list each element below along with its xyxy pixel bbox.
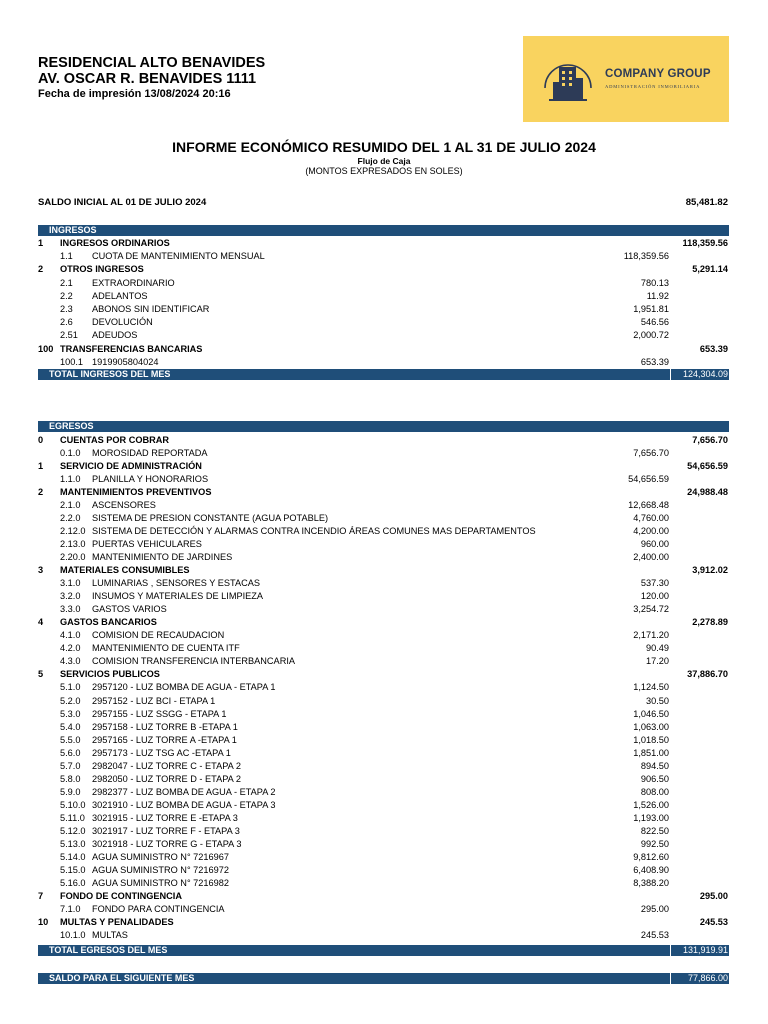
- category-row: [0, 343, 768, 356]
- line-item-name: LUMINARIAS , SENSORES Y ESTACAS: [92, 578, 260, 589]
- category-total: 2,278.89: [692, 617, 728, 628]
- line-item-name: 2957165 - LUZ TORRE A -ETAPA 1: [92, 734, 237, 745]
- category-row: [0, 434, 768, 447]
- line-item-code: 5.7.0: [60, 760, 81, 771]
- line-item-code: 5.1.0: [60, 682, 81, 693]
- line-item-amount: 2,400.00: [633, 551, 669, 562]
- line-item-row: [0, 903, 768, 916]
- line-item-code: 2.1.0: [60, 499, 81, 510]
- line-item-row: [0, 590, 768, 603]
- building-address: AV. OSCAR R. BENAVIDES 1111: [38, 71, 257, 87]
- line-item-row: [0, 642, 768, 655]
- line-item-row: [0, 303, 768, 316]
- line-item-amount: 54,656.59: [628, 473, 669, 484]
- line-item-amount: 2,000.72: [633, 330, 669, 341]
- line-item-amount: 2,171.20: [633, 630, 669, 641]
- line-item-amount: 653.39: [640, 356, 669, 367]
- line-item-row: [0, 760, 768, 773]
- category-name: MULTAS Y PENALIDADES: [60, 917, 174, 928]
- line-item-name: AGUA SUMINISTRO N° 7216967: [92, 852, 229, 863]
- line-item-code: 5.5.0: [60, 734, 81, 745]
- line-item-name: 2957173 - LUZ TSG AC -ETAPA 1: [92, 747, 231, 758]
- line-item-name: 3021910 - LUZ BOMBA DE AGUA - ETAPA 3: [92, 799, 276, 810]
- building-logo-icon: [539, 54, 597, 106]
- line-item-amount: 295.00: [640, 904, 669, 915]
- line-item-name: FONDO PARA CONTINGENCIA: [92, 904, 225, 915]
- line-item-row: [0, 473, 768, 486]
- line-item-code: 100.1: [60, 356, 83, 367]
- line-item-name: SISTEMA DE DETECCIÓN Y ALARMAS CONTRA INCENDIO ÁREAS COMUNES MAS DEPARTAMENTOS: [92, 525, 536, 536]
- line-item-row: [0, 721, 768, 734]
- line-item-code: 2.51: [60, 330, 78, 341]
- line-item-code: 1.1: [60, 251, 73, 262]
- category-name: MANTENIMIENTOS PREVENTIVOS: [60, 486, 212, 497]
- line-item-row: [0, 838, 768, 851]
- logo-company-name: COMPANY GROUP: [605, 68, 711, 80]
- income-header: INGRESOS: [49, 225, 97, 235]
- category-name: SERVICIO DE ADMINISTRACIÓN: [60, 460, 202, 471]
- line-item-row: [0, 929, 768, 942]
- line-item-row: [0, 708, 768, 721]
- category-row: [0, 890, 768, 903]
- category-name: SERVICIOS PUBLICOS: [60, 669, 160, 680]
- line-item-row: [0, 356, 768, 369]
- line-item-code: 5.4.0: [60, 721, 81, 732]
- line-item-name: MOROSIDAD REPORTADA: [92, 447, 208, 458]
- category-row: [0, 564, 768, 577]
- line-item-name: AGUA SUMINISTRO N° 7216982: [92, 878, 229, 889]
- line-item-code: 5.3.0: [60, 708, 81, 719]
- print-date: Fecha de impresión 13/08/2024 20:16: [38, 88, 231, 100]
- line-item-code: 2.1: [60, 277, 73, 288]
- line-item-amount: 120.00: [640, 591, 669, 602]
- line-item-amount: 1,018.50: [633, 734, 669, 745]
- category-total: 5,291.14: [692, 264, 728, 275]
- line-item-amount: 546.56: [640, 317, 669, 328]
- expenses-header-bar: [38, 421, 729, 432]
- line-item-code: 2.3: [60, 304, 73, 314]
- category-number: 100: [38, 343, 54, 354]
- category-number: 4: [38, 617, 44, 628]
- expenses-total-bar: [38, 945, 729, 956]
- line-item-amount: 11.92: [646, 290, 669, 301]
- line-item-code: 2.2: [60, 290, 73, 301]
- line-item-code: 5.12.0: [60, 826, 86, 836]
- line-item-row: [0, 577, 768, 590]
- category-number: 2: [38, 486, 44, 497]
- category-row: [0, 668, 768, 681]
- line-item-name: PLANILLA Y HONORARIOS: [92, 473, 209, 484]
- line-item-row: [0, 812, 768, 825]
- income-header-bar: [38, 225, 729, 236]
- line-item-name: ASCENSORES: [92, 499, 156, 510]
- line-item-name: MULTAS: [92, 930, 128, 941]
- category-number: 7: [38, 891, 44, 902]
- line-item-amount: 118,359.56: [623, 251, 669, 262]
- line-item-row: [0, 864, 768, 877]
- line-item-amount: 12,668.48: [628, 499, 669, 510]
- line-item-name: PUERTAS VEHICULARES: [92, 538, 202, 549]
- line-item-code: 3.3.0: [60, 604, 81, 615]
- line-item-code: 2.2.0: [60, 512, 81, 523]
- line-item-amount: 3,254.72: [633, 604, 669, 615]
- line-item-name: 2982050 - LUZ TORRE D - ETAPA 2: [92, 773, 241, 784]
- line-item-code: 2.12.0: [60, 525, 86, 536]
- line-item-amount: 894.50: [640, 760, 669, 771]
- line-item-amount: 960.00: [640, 538, 669, 549]
- line-item-code: 4.3.0: [60, 656, 81, 667]
- line-item-name: 2957152 - LUZ BCI - ETAPA 1: [92, 695, 216, 706]
- line-item-amount: 1,193.00: [633, 812, 669, 823]
- category-number: 2: [38, 264, 44, 275]
- report-title: INFORME ECONÓMICO RESUMIDO DEL 1 AL 31 DE JULIO 2024: [172, 139, 596, 155]
- line-item-name: DEVOLUCIÓN: [92, 317, 153, 328]
- category-total: 245.53: [699, 917, 728, 928]
- line-item-name: GASTOS VARIOS: [92, 604, 167, 615]
- line-item-code: 3.1.0: [60, 578, 81, 589]
- line-item-amount: 1,851.00: [633, 747, 669, 758]
- line-item-row: [0, 277, 768, 290]
- closing-balance-label: SALDO PARA EL SIGUIENTE MES: [49, 973, 195, 983]
- line-item-name: ABONOS SIN IDENTIFICAR: [92, 304, 210, 314]
- line-item-amount: 4,760.00: [633, 512, 669, 523]
- line-item-row: [0, 655, 768, 668]
- line-item-amount: 8,388.20: [633, 878, 669, 889]
- category-row: [0, 916, 768, 929]
- category-total: 295.00: [699, 891, 728, 902]
- income-total-value: 124,304.09: [682, 369, 728, 379]
- line-item-code: 2.13.0: [60, 538, 86, 549]
- company-logo: [523, 36, 729, 122]
- category-number: 10: [38, 917, 49, 928]
- line-item-amount: 1,046.50: [633, 708, 669, 719]
- category-name: MATERIALES CONSUMIBLES: [60, 565, 190, 575]
- line-item-row: [0, 695, 768, 708]
- line-item-code: 7.1.0: [60, 904, 81, 915]
- line-item-row: [0, 499, 768, 512]
- logo-company-subtitle: ADMINISTRACIÓN INMOBILIARIA: [605, 84, 701, 89]
- line-item-row: [0, 747, 768, 760]
- line-item-name: AGUA SUMINISTRO N° 7216972: [92, 865, 229, 876]
- line-item-amount: 30.50: [646, 695, 669, 706]
- line-item-row: [0, 329, 768, 342]
- line-item-name: 2982047 - LUZ TORRE C - ETAPA 2: [92, 760, 241, 771]
- line-item-name: CUOTA DE MANTENIMIENTO MENSUAL: [92, 251, 265, 262]
- line-item-name: 2957155 - LUZ SSGG - ETAPA 1: [92, 708, 227, 719]
- line-item-amount: 537.30: [640, 578, 669, 589]
- line-item-row: [0, 538, 768, 551]
- line-item-code: 2.20.0: [60, 551, 86, 562]
- category-total: 24,988.48: [687, 486, 728, 497]
- category-row: [0, 237, 768, 250]
- category-name: OTROS INGRESOS: [60, 264, 144, 275]
- line-item-code: 5.10.0: [60, 799, 86, 810]
- line-item-name: 2957158 - LUZ TORRE B -ETAPA 1: [92, 721, 238, 732]
- line-item-row: [0, 447, 768, 460]
- line-item-amount: 1,063.00: [633, 721, 669, 732]
- line-item-row: [0, 525, 768, 538]
- line-item-row: [0, 629, 768, 642]
- category-total: 653.39: [699, 343, 728, 354]
- line-item-code: 2.6: [60, 317, 73, 328]
- line-item-row: [0, 877, 768, 890]
- line-item-code: 5.13.0: [60, 839, 86, 850]
- line-item-code: 5.9.0: [60, 786, 81, 797]
- line-item-name: 2957120 - LUZ BOMBA DE AGUA - ETAPA 1: [92, 682, 276, 693]
- line-item-code: 5.2.0: [60, 695, 81, 706]
- line-item-amount: 808.00: [640, 786, 669, 797]
- category-number: 1: [38, 460, 44, 471]
- closing-balance-bar: [38, 973, 729, 984]
- line-item-code: 5.14.0: [60, 852, 86, 863]
- line-item-name: ADELANTOS: [92, 290, 148, 301]
- line-item-amount: 4,200.00: [633, 525, 669, 536]
- income-total-label: TOTAL INGRESOS DEL MES: [49, 369, 171, 379]
- category-row: [0, 263, 768, 276]
- expenses-header: EGRESOS: [49, 421, 94, 431]
- line-item-row: [0, 851, 768, 864]
- line-item-code: 5.6.0: [60, 747, 81, 758]
- line-item-amount: 1,526.00: [633, 799, 669, 810]
- line-item-row: [0, 681, 768, 694]
- line-item-row: [0, 551, 768, 564]
- line-item-code: 10.1.0: [60, 930, 86, 941]
- line-item-name: 3021918 - LUZ TORRE G - ETAPA 3: [92, 839, 242, 850]
- line-item-row: [0, 825, 768, 838]
- building-name: RESIDENCIAL ALTO BENAVIDES: [38, 55, 266, 71]
- line-item-code: 4.1.0: [60, 630, 81, 641]
- report-subtitle: Flujo de Caja: [357, 156, 411, 166]
- line-item-code: 0.1.0: [60, 447, 81, 458]
- category-row: [0, 460, 768, 473]
- line-item-amount: 7,656.70: [633, 447, 669, 458]
- line-item-name: MANTENIMIENTO DE JARDINES: [92, 551, 233, 562]
- category-number: 1: [38, 238, 44, 248]
- line-item-amount: 1,951.81: [633, 304, 669, 314]
- category-name: FONDO DE CONTINGENCIA: [60, 891, 182, 902]
- line-item-amount: 992.50: [640, 839, 669, 850]
- line-item-name: 2982377 - LUZ BOMBA DE AGUA - ETAPA 2: [92, 786, 276, 797]
- category-total: 54,656.59: [687, 460, 728, 471]
- line-item-name: SISTEMA DE PRESION CONSTANTE (AGUA POTABLE): [92, 512, 329, 523]
- line-item-name: INSUMOS Y MATERIALES DE LIMPIEZA: [92, 591, 264, 602]
- category-total: 7,656.70: [692, 434, 728, 445]
- line-item-row: [0, 603, 768, 616]
- line-item-code: 1.1.0: [60, 473, 81, 484]
- line-item-name: 3021917 - LUZ TORRE F - ETAPA 3: [92, 826, 240, 836]
- line-item-row: [0, 773, 768, 786]
- line-item-code: 5.8.0: [60, 773, 81, 784]
- category-total: 37,886.70: [687, 669, 728, 680]
- category-total: 3,912.02: [692, 565, 728, 575]
- line-item-code: 4.2.0: [60, 643, 81, 654]
- category-total: 118,359.56: [682, 238, 728, 248]
- line-item-row: [0, 250, 768, 263]
- line-item-name: 1919905804024: [92, 356, 159, 367]
- category-number: 0: [38, 434, 44, 445]
- line-item-row: [0, 316, 768, 329]
- line-item-amount: 822.50: [640, 826, 669, 836]
- line-item-code: 5.15.0: [60, 865, 86, 876]
- line-item-row: [0, 786, 768, 799]
- category-number: 5: [38, 669, 44, 680]
- line-item-name: EXTRAORDINARIO: [92, 277, 175, 288]
- income-total-bar: [38, 369, 729, 380]
- line-item-name: 3021915 - LUZ TORRE E -ETAPA 3: [92, 812, 238, 823]
- line-item-amount: 17.20: [646, 656, 669, 667]
- line-item-code: 5.16.0: [60, 878, 86, 889]
- line-item-code: 3.2.0: [60, 591, 81, 602]
- line-item-row: [0, 799, 768, 812]
- expenses-total-value: 131,919.91: [682, 945, 728, 955]
- line-item-amount: 9,812.60: [633, 852, 669, 863]
- line-item-name: COMISION TRANSFERENCIA INTERBANCARIA: [92, 656, 296, 667]
- category-name: CUENTAS POR COBRAR: [60, 434, 170, 445]
- category-name: GASTOS BANCARIOS: [60, 617, 157, 628]
- line-item-row: [0, 512, 768, 525]
- category-number: 3: [38, 565, 44, 575]
- opening-balance-value: 85,481.82: [685, 197, 728, 208]
- line-item-name: MANTENIMIENTO DE CUENTA ITF: [92, 643, 240, 654]
- opening-balance-label: SALDO INICIAL AL 01 DE JULIO 2024: [38, 197, 207, 208]
- line-item-name: ADEUDOS: [92, 330, 138, 341]
- line-item-code: 5.11.0: [60, 812, 85, 823]
- line-item-amount: 90.49: [646, 643, 669, 654]
- line-item-amount: 6,408.90: [633, 865, 669, 876]
- closing-balance-value: 77,866.00: [687, 973, 728, 983]
- line-item-amount: 245.53: [640, 930, 669, 941]
- line-item-amount: 1,124.50: [633, 682, 669, 693]
- line-item-name: COMISION DE RECAUDACION: [92, 630, 225, 641]
- category-name: TRANSFERENCIAS BANCARIAS: [60, 343, 203, 354]
- line-item-row: [0, 290, 768, 303]
- category-row: [0, 616, 768, 629]
- line-item-amount: 906.50: [640, 773, 669, 784]
- expenses-total-label: TOTAL EGRESOS DEL MES: [49, 945, 168, 955]
- currency-note: (MONTOS EXPRESADOS EN SOLES): [305, 166, 463, 176]
- category-name: INGRESOS ORDINARIOS: [60, 238, 170, 248]
- line-item-row: [0, 734, 768, 747]
- category-row: [0, 486, 768, 499]
- line-item-amount: 780.13: [640, 277, 669, 288]
